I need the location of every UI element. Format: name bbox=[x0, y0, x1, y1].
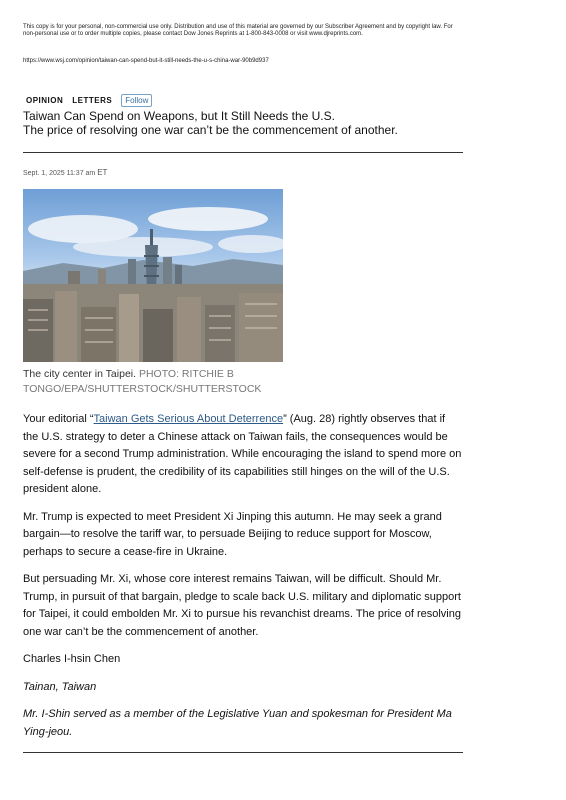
paragraph-1 bbox=[23, 411, 463, 499]
follow-button[interactable]: Follow bbox=[121, 94, 152, 107]
paragraph-2: Mr. Trump is expected to meet President Xi Jinping this autumn. He may seek a grand bargain—to resolve the tariff war, to persuade Beijing to reduce support for Moscow, perhaps to secure a cease-fire in Ukraine. bbox=[23, 510, 442, 558]
paragraph-3: But persuading Mr. Xi, whose core interest remains Taiwan, will be difficult. Should Mr. Trump, in pursuit of that bargain, pledge to scale back U.S. military and diplomatic support for Taipei, it could embolden Mr. Xi to pursue his revanchist dreams. The price of resolving one war can’t be the commencement of another. bbox=[23, 573, 461, 638]
article-body bbox=[23, 411, 463, 751]
headline-block bbox=[23, 109, 398, 137]
photo-credit: PHOTO: RITCHIE B TONGO/EPA/SHUTTERSTOCK/SHUTTERSTOCK bbox=[23, 368, 262, 395]
caption-text: The city center in Taipei. bbox=[23, 368, 137, 380]
taipei-skyline-image bbox=[23, 189, 283, 362]
publish-date: Sept. 1, 2025 11:37 am bbox=[23, 170, 96, 177]
section-letters-link[interactable]: LETTERS bbox=[72, 96, 113, 105]
author-location: Tainan, Taiwan bbox=[23, 680, 97, 693]
author-bio: Mr. I-Shin served as a member of the Legislative Yuan and spokesman for President Ma Ying-jeou. bbox=[23, 708, 452, 738]
dateline bbox=[23, 168, 107, 177]
paragraph-1-rest: ” (Aug. 28) rightly observes that if the U.S. strategy to deter a Chinese attack on Taiwan fails, the consequences would be severe for a second Trump administration. While encouraging the island to spend more on self-defense is prudent, the credibility of its capabilities still hinges on the will of the U.S. president alone. bbox=[23, 413, 462, 495]
editorial-link[interactable]: Taiwan Gets Serious About Deterrence bbox=[93, 413, 284, 425]
headline: Taiwan Can Spend on Weapons, but It Still Needs the U.S. bbox=[23, 109, 335, 123]
author-name: Charles I-hsin Chen bbox=[23, 653, 121, 665]
section-header bbox=[26, 94, 152, 107]
section-opinion-link[interactable]: OPINION bbox=[26, 96, 64, 105]
divider-top bbox=[23, 152, 463, 153]
divider-bottom bbox=[23, 752, 463, 753]
paragraph-1-lead: Your editorial “ bbox=[23, 413, 94, 425]
timezone: ET bbox=[97, 168, 108, 177]
article-photo bbox=[23, 189, 283, 362]
reprint-disclaimer: This copy is for your personal, non-commercial use only. Distribution and use of this material are governed by our Subscriber Agreement and by copyright law. For non-personal use or to order multiple copies, please contact Dow Jones Reprints at 1-800-843-0008 or visit www.djreprints.com. bbox=[23, 24, 453, 37]
photo-caption bbox=[23, 367, 283, 397]
subheadline: The price of resolving one war can’t be the commencement of another. bbox=[23, 123, 398, 137]
article-url: https://www.wsj.com/opinion/taiwan-can-spend-but-it-still-needs-the-u-s-china-war-90b9d937 bbox=[23, 58, 269, 64]
